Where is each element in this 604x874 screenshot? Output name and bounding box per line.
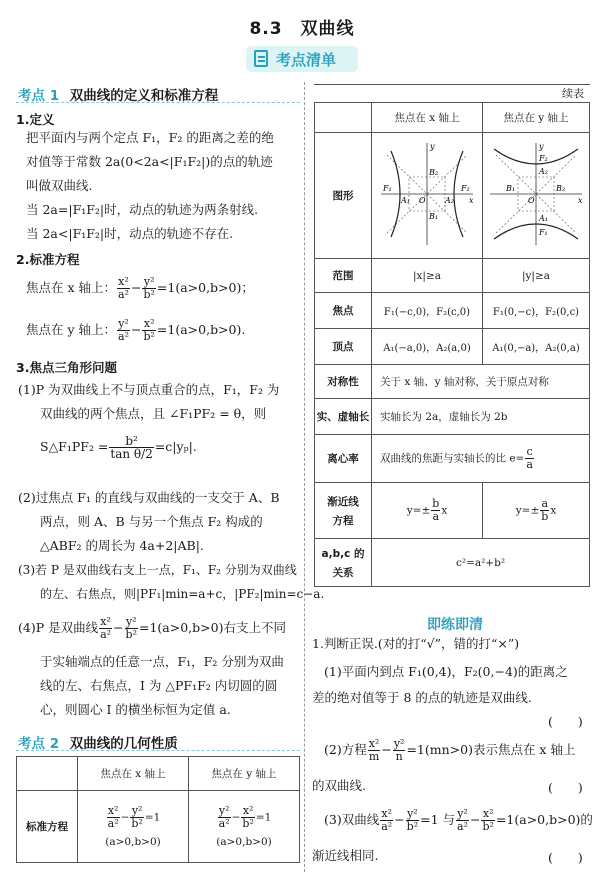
frac: [540, 498, 549, 523]
q2-line-1: [324, 736, 575, 764]
eccentricity-text: 双曲线的焦距与实轴长的比 e=: [380, 452, 525, 465]
section-2-title: 双曲线的几何性质: [69, 736, 178, 752]
row-label-symmetry: 对称性: [315, 365, 372, 399]
focus-y: F₁(0,−c)，F₂(0,c): [483, 293, 590, 329]
num: y²: [457, 807, 468, 820]
num: b²: [109, 435, 153, 448]
clipboard-icon: [254, 50, 268, 67]
frac: [218, 805, 231, 830]
practice-heading: 即练即清: [427, 617, 483, 633]
num: x²: [143, 317, 155, 330]
vertex-x: A₁(−a,0)，A₂(a,0): [372, 329, 483, 365]
frac: [380, 808, 393, 833]
num: y²: [118, 317, 129, 330]
section-1-tag: 考点 1: [18, 88, 60, 104]
label-o: O: [419, 196, 426, 205]
den: b²: [131, 817, 143, 830]
relation-value: c²=a²+b²: [372, 539, 590, 587]
num: x²: [482, 807, 494, 820]
hyperbola-y-graph: [486, 139, 586, 249]
label-a1: A₁: [539, 214, 548, 223]
frac: [456, 808, 469, 833]
label-a2: A₂: [539, 167, 548, 176]
q2-line-2: 的双曲线.: [312, 778, 366, 793]
num: a: [541, 497, 549, 510]
col-x-header: 焦点在 x 轴上: [78, 757, 189, 791]
minus: −: [231, 811, 241, 824]
row-label-eccentricity: 离心率: [315, 435, 372, 483]
area-label: S△F₁PF₂ =: [40, 439, 109, 454]
num: x²: [100, 615, 111, 628]
std-y-cell: [189, 791, 300, 863]
banner-label: 考点清单: [276, 51, 337, 69]
asym-x: [372, 483, 483, 539]
practice-question: 1.判断正误.(对的打“√”，错的打“×”): [312, 636, 520, 651]
num: x²: [242, 804, 254, 817]
tri-p4-line-2: 于实轴端点的任意一点，F₁，F₂ 分别为双曲: [40, 654, 284, 669]
label-f2: F₂: [461, 184, 470, 193]
label-x: x: [578, 196, 583, 205]
den: b: [541, 510, 549, 523]
eccentricity-cell: [372, 435, 590, 483]
den: b²: [143, 330, 155, 343]
den: b²: [406, 820, 419, 833]
table-corner: [315, 103, 372, 133]
section-1-underline: [16, 102, 300, 103]
num: x²: [368, 737, 380, 750]
std-y-eq: =1(a>0,b>0).: [156, 322, 246, 337]
vertex-y: A₁(0,−a)，A₂(0,a): [483, 329, 590, 365]
cond-x: (a>0,b>0): [105, 836, 161, 848]
frac: [393, 738, 406, 763]
tri-p1-line-1: (1)P 为双曲线上不与顶点重合的点，F₁，F₂ 为: [18, 382, 280, 397]
num: x²: [381, 807, 393, 820]
page-title: 8.3 双曲线: [249, 19, 355, 39]
q1-line-2: 差的绝对值等于 8 的点的轨迹是双曲线.: [312, 690, 532, 705]
tri-p1-area: [40, 432, 197, 462]
frac: [481, 808, 494, 833]
q3-prefix: (3)双曲线: [324, 812, 380, 827]
right-top-rule: [314, 84, 590, 85]
den: b²: [242, 817, 254, 830]
den: a²: [118, 330, 129, 343]
den: a²: [457, 820, 468, 833]
den: a²: [100, 628, 112, 641]
frac: [431, 498, 440, 523]
focus-x: F₁(−c,0)，F₂(c,0): [372, 293, 483, 329]
label-f1: F₁: [539, 228, 548, 237]
num: x²: [118, 275, 129, 288]
label-y: y: [539, 142, 544, 151]
frac: [142, 276, 155, 301]
den: a: [432, 510, 440, 523]
q2-answer-blank[interactable]: ( ): [548, 780, 583, 795]
tri-p3-line-1: (3)若 P 是双曲线右支上一点，F₁、F₂ 分别为双曲线: [18, 563, 297, 577]
tri-p4-line-1: [18, 614, 286, 642]
row-label-std: 标准方程: [17, 791, 78, 863]
std-x-eq: =1(a>0,b>0)；: [156, 280, 254, 295]
minus: −: [394, 812, 405, 827]
eq1: =1: [255, 811, 272, 824]
tri-p4-line-3: 线的左、右焦点，I 为 △PF₁F₂ 内切圆的圆: [40, 678, 278, 693]
label-b2: B₂: [556, 184, 566, 193]
asym-y: [483, 483, 590, 539]
den: n: [395, 750, 403, 763]
p4-prefix: (4)P 是双曲线: [18, 620, 99, 635]
row-label-focus: 焦点: [315, 293, 372, 329]
q3-line-1: [324, 806, 593, 834]
eq1: =1: [144, 811, 161, 824]
den: a²: [381, 820, 393, 833]
std-eq-x: [26, 274, 254, 302]
frac: [117, 318, 130, 343]
q3-line-2: 渐近线相同.: [312, 848, 379, 863]
frac: [368, 738, 381, 763]
label-o: O: [528, 196, 535, 205]
section-1-heading: [18, 84, 218, 104]
axis-value: 实轴长为 2a，虚轴长为 2b: [372, 399, 590, 435]
definition-line-1: 把平面内与两个定点 F₁，F₂ 的距离之差的绝: [26, 130, 274, 145]
properties-table-left: [16, 756, 300, 863]
asym-x-pre: y=±: [406, 504, 431, 517]
q3-answer-blank[interactable]: ( ): [548, 850, 583, 865]
label-a1: A₁: [401, 196, 410, 205]
tri-p2-line-3: △ABF₂ 的周长为 4a+2|AB|.: [40, 538, 204, 553]
den: a: [526, 458, 533, 471]
hyperbola-x-graph: [377, 139, 477, 249]
frac: [406, 808, 419, 833]
col-y-header: 焦点在 y 轴上: [189, 757, 300, 791]
den: tan θ/2: [110, 447, 153, 461]
num: y²: [131, 804, 143, 817]
asym-y-var: x: [550, 504, 557, 517]
den: b²: [143, 288, 155, 301]
num: y²: [143, 275, 155, 288]
den: m: [368, 750, 380, 763]
minus: −: [113, 620, 124, 635]
section-2-heading: [18, 732, 178, 752]
definition-heading: 1.定义: [16, 112, 55, 127]
section-2-underline: [16, 750, 300, 751]
frac: [99, 616, 112, 641]
minus: −: [381, 742, 392, 757]
label-a2: A₂: [445, 196, 454, 205]
tri-p2-line-1: (2)过焦点 F₁ 的直线与双曲线的一支交于 A、B: [18, 490, 280, 505]
q3-mid: =1 与: [420, 812, 456, 827]
frac: [117, 276, 130, 301]
num: b: [432, 497, 440, 510]
label-f1: F₁: [383, 184, 392, 193]
range-x: |x|≥a: [372, 259, 483, 293]
asym-label-2: 方程: [332, 514, 354, 527]
label-b2: B₂: [429, 168, 439, 177]
section-2-tag: 考点 2: [18, 736, 60, 752]
num: c: [526, 445, 533, 458]
q1-line-1: (1)平面内到点 F₁(0,4)，F₂(0,−4)的距离之: [324, 664, 568, 679]
graph-y-cell: [483, 133, 590, 259]
frac: [525, 446, 534, 471]
label-b1: B₁: [506, 184, 516, 193]
den: b²: [125, 628, 137, 641]
col-x-header: 焦点在 x 轴上: [372, 103, 483, 133]
label-x: x: [469, 196, 474, 205]
column-divider: [304, 82, 305, 872]
frac: [107, 805, 120, 830]
tri-p1-line-2: 双曲线的两个焦点，且 ∠F₁PF₂ = θ，则: [40, 406, 267, 421]
p4-suffix: =1(a>0,b>0)右支上不同: [139, 620, 286, 635]
q2-prefix: (2)方程: [324, 742, 367, 757]
den: a²: [107, 817, 119, 830]
label-f2: F₂: [539, 154, 548, 163]
rel-label-1: a,b,c 的: [321, 547, 365, 560]
row-label-vertex: 顶点: [315, 329, 372, 365]
tri-p3-line-2: 的左、右焦点，则|PF₁|min=a+c，|PF₂|min=c−a.: [40, 587, 325, 601]
focal-triangle-heading: 3.焦点三角形问题: [16, 360, 117, 375]
frac: [142, 318, 155, 343]
asym-label-1: 渐近线: [327, 495, 359, 508]
asym-y-pre: y=±: [515, 504, 540, 517]
den: b²: [482, 820, 494, 833]
definition-line-3: 叫做双曲线.: [26, 178, 93, 193]
std-y-prefix: 焦点在 y 轴上：: [26, 322, 117, 337]
definition-line-2: 对值等于常数 2a(0<2a<|F₁F₂|)的点的轨迹: [26, 154, 273, 169]
row-label-axis: 实、虚轴长: [315, 399, 372, 435]
q1-answer-blank[interactable]: ( ): [548, 714, 583, 729]
rel-label-2: 关系: [332, 566, 354, 579]
properties-table-right: [314, 102, 590, 587]
asym-x-var: x: [441, 504, 448, 517]
tri-p4-line-4: 心，则圆心 I 的横坐标恒为定值 a.: [40, 702, 231, 717]
row-label-graph: 图形: [315, 133, 372, 259]
num: y²: [407, 807, 418, 820]
minus: −: [130, 322, 142, 337]
q3-suffix: =1(a>0,b>0)的: [495, 812, 593, 827]
minus: −: [470, 812, 481, 827]
den: a²: [118, 288, 129, 301]
std-x-prefix: 焦点在 x 轴上：: [26, 280, 116, 295]
row-label-asymptote: [315, 483, 372, 539]
graph-x-cell: [372, 133, 483, 259]
definition-line-4: 当 2a=|F₁F₂|时，动点的轨迹为两条射线.: [26, 202, 259, 217]
range-y: |y|≥a: [483, 259, 590, 293]
cond-y: (a>0,b>0): [216, 836, 272, 848]
frac: [125, 616, 138, 641]
q2-suffix: =1(mn>0)表示焦点在 x 轴上: [406, 742, 576, 757]
frac: [241, 805, 254, 830]
col-y-header: 焦点在 y 轴上: [483, 103, 590, 133]
den: a²: [218, 817, 230, 830]
std-x-cell: [78, 791, 189, 863]
label-b1: B₁: [429, 212, 439, 221]
definition-line-5: 当 2a<|F₁F₂|时，动点的轨迹不存在.: [26, 226, 234, 241]
num: y²: [393, 737, 405, 750]
area-rest: =c|yₚ|.: [154, 439, 197, 454]
section-1-title: 双曲线的定义和标准方程: [69, 88, 219, 104]
symmetry-value: 关于 x 轴、y 轴对称，关于原点对称: [372, 365, 590, 399]
tri-p2-line-2: 两点，则 A、B 与另一个焦点 F₂ 构成的: [40, 514, 263, 529]
frac: [130, 805, 143, 830]
minus: −: [120, 811, 130, 824]
num: y²: [218, 804, 230, 817]
table-corner: [17, 757, 78, 791]
row-label-range: 范围: [315, 259, 372, 293]
num: x²: [107, 804, 119, 817]
area-frac: [109, 435, 153, 460]
label-y: y: [430, 142, 435, 151]
num: y²: [125, 615, 137, 628]
continued-label: 续表: [562, 87, 584, 100]
minus: −: [130, 280, 142, 295]
row-label-relation: [315, 539, 372, 587]
standard-eq-heading: 2.标准方程: [16, 252, 80, 267]
section-banner: [246, 46, 358, 72]
std-eq-y: [26, 316, 245, 344]
